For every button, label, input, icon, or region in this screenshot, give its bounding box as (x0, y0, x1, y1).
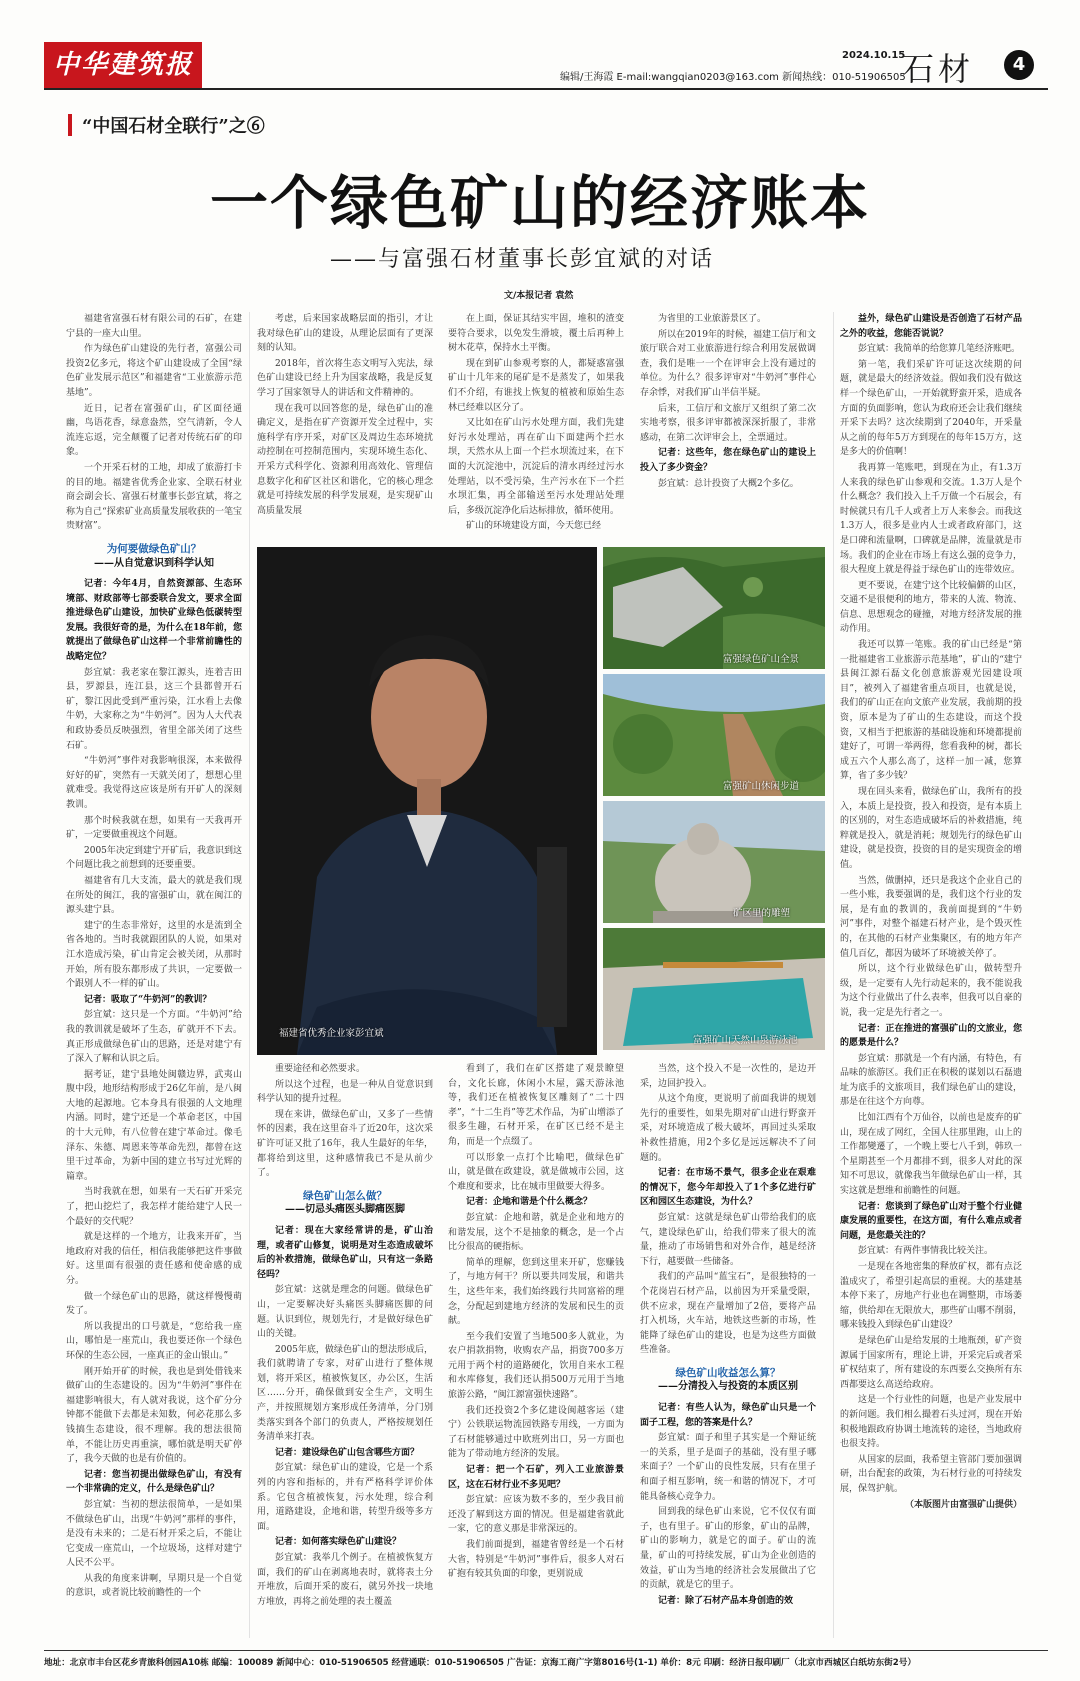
portrait-illustration (257, 547, 597, 1055)
section-name: 石材 (902, 50, 975, 88)
reporter-question: 记者：把一个石矿，列入工业旅游景区，这在石材行业不多见吧？ (448, 1465, 624, 1490)
answer-paragraph: 彭宜斌：面子和里子其实是一个辩证统一的关系，里子是面子的基础，没有里子哪来面子？一个矿山的良性发展，只有在里子和面子相互影响，统一和谐的情况下，才可能具备核心竞争力。 (640, 1433, 816, 1502)
answer-paragraph: 简单的理解，您到这里来开矿，您赚钱了，与地方何干？所以要共同发展，和谐共生，这些年来，我们始终践行共同富裕的理念，分配起到建地方经济的发展和民生的贡献。 (448, 1257, 624, 1327)
thumb-caption: 富强矿山休闲步道 (723, 781, 800, 792)
reporter-question: 记者：现在大家经常讲的是，矿山治理，或者矿山修复，说明是对生态造成破坏后的补救措施，做绿色矿山，只有这一条路径吗？ (257, 1225, 433, 1280)
answer-paragraph: 第一笔，我们采矿许可证这次续期的问题，就是最大的经济效益。假如我们没有做这样一个绿色矿山，一开始就野蛮开采，造成各方面的负面影响，您认为政府还会让我们继续开采下去吗？这次续期到了2040年，开采量从之前的每年5万方到现在的每年15万方，这是多大的价值啊！ (840, 359, 1022, 458)
section-heading (640, 1366, 816, 1395)
paragraph: 所以在2019年的时候，福建工信厅和文旅厅联合对工业旅游进行综合利用发展做调查，我们是唯一一个在评审会上没有通过的单位。为什么？很多评审对“牛奶河”事件心存余悸，对我们矿山半信半疑。 (640, 329, 816, 398)
answer-paragraph: 彭宜斌：有两件事情我比较关注。 (858, 1246, 994, 1257)
column-4-bottom (640, 1062, 816, 1638)
answer-paragraph: 建宁的生态非常好，这里的水是流到全省各地的。当时我就跟团队的人说，如果对江水造成污染，矿山肯定会被关闭，从那时开始，所有股东都形成了共识，一定要做一个跟别人不一样的矿山。 (66, 920, 242, 990)
answer-paragraph: 是绿色矿山是给发展的土地瓶颈，矿产资源属于国家所有，理论上讲，开采完后或者采矿权结束了，所有建设的东西要么交换所有东西都要这么高送给政府。 (840, 1335, 1022, 1390)
series-marker (68, 114, 72, 136)
paragraph: 重要途径和必然要求。 (275, 1064, 366, 1074)
column-divider (833, 312, 834, 1638)
answer-paragraph: 我再算一笔账吧，到现在为止，有1.3万人来我的绿色矿山参观和交流。1.3万人是个什么概念？我们投入上千万做一个石展会，有时候就只有几千人或者上万人来参会。而我这1.3万人，很多是业内人士或者政府部门，这是口碑和流量啊，口碑就是品牌，流量就是市场。我们的企业在市场上有这么强的竞争力，很大程度上就是得益于绿色矿山的连带效应。 (840, 462, 1022, 576)
answer-paragraph: 彭宜斌：总计投资了大概2个多亿。 (658, 478, 799, 489)
answer-paragraph: 2005年决定到建宁开矿后，我意识到这个问题比我之前想到的还要重要。 (66, 845, 242, 871)
section-heading-subtitle: ——从自觉意识到科学认知 (94, 557, 214, 569)
answer-paragraph: 彭宜斌：绿色矿山的建设，它是一个系列的内容和指标的，并有严格科学评价体系。它包含植被恢复，污水处理，综合利用，道路建设，企地和谐，转型升级等多方面。 (257, 1463, 433, 1532)
masthead-logo: 中华建筑报 (44, 42, 202, 88)
paragraph: 考虑，后来国家战略层面的指引，才让我对绿色矿山的建设，从理论层面有了更深刻的认知。 (257, 314, 433, 354)
section-heading-subtitle: ——分清投入与投资的本质区别 (658, 1381, 798, 1393)
paragraph: 现在我可以回答您的是，绿色矿山的准确定义，是指在矿产资源开发全过程中，实施科学有序开采，对矿区及周边生态环境扰动控制在可控制范围内，实现环境生态化、开采方式科学化、资源利用高效化、管理信息数字化和矿区社区和谐化，它的核心理念就是可持续发展的科学发展观，是实现矿山高质量发展 (257, 403, 433, 516)
series-label: “中国石材全联行”之⑥ (82, 116, 265, 137)
footer-info: 地址：北京市丰台区花乡青旅科创园A10栋 邮编：100089 新闻中心：010-51906505 经营通联：010-51906505 广告证：京海工商广字第8016号(1-1) 单价：8元 印刷：经济日报印刷厂（北京市西城区白纸坊东街2号） (44, 1658, 916, 1668)
column-1 (66, 312, 242, 1638)
photo-sculpture (603, 801, 825, 923)
thumb-caption: 富强绿色矿山全景 (723, 654, 800, 665)
paragraph: 现在到矿山参观考察的人，都疑惑富强矿山十几年来的尾矿是不是蒸发了，如果我们不介绍，有谁找上恢复的植被和原始生态林已经难以区分了。 (448, 358, 624, 413)
section-heading (66, 542, 242, 571)
reporter-question: 记者：您谈到了绿色矿山对于整个行业健康发展的重要性，在这方面，有什么难点或者问题，是您最关注的？ (840, 1201, 1022, 1241)
column-divider (249, 312, 250, 1638)
paragraph: 现在来讲，做绿色矿山，又多了一些情怀的因素，我在这里奋斗了近20年，这次采矿许可证又批了16年，我人生最好的年华，都将给到这里，这种感情我已不是从前少了。 (257, 1109, 433, 1179)
paragraph: 近日，记者在富强矿山，矿区面径通幽，鸟语花香，绿意盎然，空气清新，令人流连忘返，完全颠覆了记者对传统石矿的印象。 (66, 403, 242, 458)
sculpture-illustration (603, 801, 825, 923)
reporter-question: 记者：如何落实绿色矿山建设？ (275, 1537, 402, 1548)
section-heading-title: 绿色矿山怎么做？ (303, 1189, 387, 1202)
answer-paragraph: 彭宜斌：我简单的给您算几笔经济账吧。 (858, 344, 1021, 355)
photo-pool (603, 928, 825, 1050)
answer-paragraph: 所以我提出的口号就是，“您给我一座山，哪怕是一座荒山，我也要还你一个绿色环保的生态公园，一座真正的金山银山。” (66, 1321, 242, 1361)
portrait-caption: 福建省优秀企业家彭宜斌 (279, 1028, 384, 1039)
photo-mine-panorama (603, 547, 825, 669)
answer-paragraph: 彭宜斌：那就是一个有内涵，有特色，有品味的旅游区。我们正在积极的谋划以石磊遗址为底手的文旅项目，我们绿色矿山的建设，那是在往这个方向尊。 (840, 1053, 1022, 1108)
editor-line: 编辑/王海霞 E-mail:wangqian0203@163.com 新闻热线：010-51906505 (560, 72, 906, 83)
paragraph: 后来，工信厅和文旅厅又组织了第二次实地考察，很多评审都被深深折服了，非常感动，在第二次评审会上，全票通过。 (640, 403, 816, 443)
paragraph: 所以这个过程，也是一种从自觉意识到科学认知的提升过程。 (257, 1079, 433, 1105)
column-3-bottom (448, 1062, 624, 1638)
headline: 一个绿色矿山的经济账本 (209, 169, 870, 237)
column-2-bottom (257, 1062, 433, 1638)
photo-walkway (603, 674, 825, 796)
answer-paragraph: 回到我的绿色矿山来说，它不仅仅有面子，也有里子。矿山的形象，矿山的品牌，矿山的影响力，就是它的面子。矿山的流量，矿山的可持续发展，矿山为企业创造的效益，矿山为当地的经济社会发展做出了它的贡献，就是它的里子。 (640, 1507, 816, 1591)
answer-paragraph: 更不要说，在建宁这个比较偏僻的山区，交通不是很便利的地方，带来的人流、物流、信息、思想观念的碰撞，对地方经济发展的推动作用。 (840, 580, 1022, 635)
paragraph: 可以形象一点打个比喻吧，做绿色矿山，就是做在政建设，就是做城市公园，这个难度和要求，比在城市里做要大得多。 (448, 1152, 624, 1192)
answer-paragraph: 福建省有几大支流，最大的就是我们现在所处的闽江，我的富强矿山，就在闽江的源头建宁县。 (66, 875, 242, 916)
answer-paragraph: 这是一个行业性的问题，也是产业发展中的新问题。我们相么撮着石头过河，现在开始积极地跟政府协调土地流转的途径，当地政府也很支持。 (840, 1395, 1022, 1450)
column-4-top (640, 312, 816, 540)
answer-paragraph: 至今我们安置了当地500多人就业，为农户捐款捐物，收购农产品，捐资700多万元用于两个村的道路硬化，饮用自来水工程和水库修复，我们还认捐500万元用于当地旅游公路，“闽江源富强快速路”。 (448, 1331, 624, 1401)
answer-paragraph: 所以，这个行业做绿色矿山，做转型升级，是一定要有人先行动起来的，我不能说我为这个行业做出了什么表率，但我可以自豪的说，我一定是先行者之一。 (840, 964, 1022, 1018)
thumb-caption: 矿区里的雕塑 (733, 908, 791, 919)
answer-paragraph: 彭宜斌：这只是一个方面。“牛奶河”给我的教训就是破坏了生态，矿就开不下去。真正形成做绿色矿山的思路，还是对建宁有了深入了解和认识之后。 (66, 1010, 242, 1065)
answer-paragraph: 我们的产品叫“蓝宝石”，是很独特的一个花岗岩石材产品，以前因为开采量受限，供不应求，现在产量增加了2倍，要将产品打入机场，火车站，地铁这些新的市场，性能降了绿色矿山的建设，也是为这些方面做些准备。 (640, 1272, 816, 1356)
answer-paragraph: 彭宜斌：应该为数不多的，至少我目前还没了解到这方面的情况。但是福建省就此一家，它的意义那是非常深远的。 (448, 1495, 624, 1535)
answer-paragraph: 我还可以算一笔账。我的矿山已经是“第一批福建省工业旅游示范基地”，矿山的“建宁县闽江源石磊文化创意旅游观光园建设项目”，被列入了福建省重点项目，也就是说，我们的矿山正在向文旅产业发展，我前期的投资，原本是为了矿山的生态建设，而这个投资，又相当于把旅游的基础设施和环境都提前建好了，可谓一举两得，您看我种的树，都长成五六个人那么高了，这样一加一减，您算算，省了多少钱？ (840, 640, 1022, 782)
subtitle: ——与富强石材董事长彭宜斌的对话 (330, 247, 715, 272)
column-3-top (448, 312, 624, 540)
paragraph: 矿山的环境建设方面，今天您已经 (466, 521, 602, 532)
answer-paragraph: 彭宜斌：当初的想法很简单，一是如果不做绿色矿山，出现“牛奶河”那样的事件，是没有未来的；二是石材开采之后，不能让它变成一座荒山，一个垃圾场，这样对建宁人民不公平。 (66, 1499, 242, 1569)
issue-date: 2024.10.15 (842, 50, 906, 61)
answer-paragraph: 就是这样的一个地方，让我来开矿，当地政府对我的信任，相信我能够把这件事做好。这里面有很强的责任感和使命感的成分。 (66, 1232, 242, 1286)
byline: 文/本报记者 袁然 (504, 291, 574, 301)
portrait-photo (257, 547, 597, 1055)
section-heading-title: 绿色矿山收益怎么算？ (675, 1366, 781, 1379)
answer-paragraph: 一是现在各地密集的释放矿权，都有点泛滥成灾了，希望引起高层的重视。大的基建基本停下来了，房地产行业也在调整期，市场萎缩，供给却在无限放大，那些矿山哪不削弱，哪来钱投入到绿色矿山建设？ (840, 1262, 1022, 1331)
answer-paragraph: 现在回头来看，做绿色矿山，我所有的投入，本质上是投资，投入和投资，是有本质上的区别的，对生态造成破坏后的补救措施，纯粹就是投入，就是消耗；规划先行的绿色矿山建设，就是投资，投资的目的是实现资金的增值。 (840, 787, 1022, 870)
answer-paragraph: 那个时候我就在想，如果有一天我再开矿，一定要做重视这个问题。 (66, 815, 242, 841)
reporter-question: 记者：今年4月，自然资源部、生态环境部、财政部等七部委联合发文，要求全面推进绿色矿山建设，加快矿业绿色低碳转型发展。我很好奇的是，为什么在18年前，您就提出了做绿色矿山这样一个非常前瞻性的战略定位？ (66, 579, 242, 663)
paragraph: 当然，这个投入不是一次性的，是边开采，边回护投入。 (640, 1064, 816, 1089)
paragraph: 看到了，我们在矿区搭建了观景瞭望台，文化长廊，休闲小木屋，露天游泳池等，我们还在植被恢复区雕刻了“二十四孝”，“十二生肖”等艺术作品，为矿山增添了很多生趣，石材开采，在矿区已经不是主角，而是一个点缀了。 (448, 1064, 624, 1147)
answer-paragraph: 我们前面提到，福建省曾经是一个石材大省，特别是“牛奶河”事件后，很多人对石矿抱有较其负面的印象，更别说成 (448, 1540, 624, 1580)
paragraph: 在上面，保证其结实牢固，堆积的渣变要符合要求，以免发生滑坡，覆土后再种上树木花草，保持水土平衡。 (448, 314, 624, 354)
paragraph: 福建省富强石材有限公司的石矿，在建宁县的一座大山里。 (66, 314, 242, 339)
answer-paragraph: 当时我就在想，如果有一天石矿开采完了，把山挖烂了，我怎样才能给建宁人民一个最好的交代呢？ (66, 1187, 242, 1227)
reporter-question: 记者：除了石材产品本身创造的效 (658, 1595, 794, 1606)
photo-credit: （本版图片由富强矿山提供） (904, 1499, 1022, 1510)
answer-paragraph: 做一个绿色矿山的思路，就这样慢慢萌发了。 (66, 1291, 242, 1317)
answer-paragraph: 我们还投资2个多亿建设闽越客运（建宁）公铁联运物流园铁路专用线，一方面为了石材能够通过中欧班列出口，另一方面也能为了带动地方经济的发展。 (448, 1405, 624, 1460)
answer-paragraph: 比如江西有个万仙谷，以前也是废弃的矿山，现在成了网红，全国人往那里跑，山上的工作都變遷了，一个晚上要七八千到，韩玖一个星期甚至一个月都排不到，很多人对此的深知不可思议，就像我当年做绿色矿山一样，其实这就是想维和前瞻性的问题。 (840, 1113, 1022, 1197)
section-heading-title: 为何要做绿色矿山？ (106, 542, 202, 555)
masthead-rule (44, 88, 1048, 90)
paragraph: 2018年，首次将生态文明写入宪法，绿色矿山建设已经上升为国家战略，我是反复学习了国家领导人的讲话和文件精神的。 (257, 358, 433, 398)
answer-paragraph: 彭宜斌：这就是理念的问题。做绿色矿山，一定要解决好头痛医头脚痛医脚的问题。认识到位，规划先行，才是做好绿色矿山的关键。 (257, 1285, 433, 1340)
reporter-question: 记者：正在推进的富强矿山的文旅业，您的愿景是什么？ (840, 1023, 1022, 1049)
answer-paragraph: 从我的角度来讲啊，早期只是一个自觉的意识，或者说比较前瞻性的一个 (66, 1573, 242, 1599)
answer-paragraph: 彭宜斌：我老家在黎江源头，连着吉田县，罗源县，连江县，这三个县都曾开石矿，黎江因此受到严重污染，江水看上去像牛奶，大家称之为“牛奶河”。因为人大代表和政协委员反映强烈，省里全部关闭了这些石矿。 (66, 667, 242, 751)
column-2-top (257, 312, 433, 540)
paragraph: 为省里的工业旅游景区了。 (658, 314, 767, 324)
reporter-question: 益外，绿色矿山建设是否创造了石材产品之外的收益，您能否说说？ (840, 314, 1022, 339)
paragraph: 作为绿色矿山建设的先行者，富强公司投资2亿多元，将这个矿山建设成了全国“绿色矿业发展示范区”和福建省“工业旅游示范基地”。 (66, 344, 242, 398)
paragraph: 一个开采石材的工地，却成了旅游打卡的目的地。福建省优秀企业家、全联石材业商会副会长、富强石材董事长彭宜斌，将之称为自己“探索矿业高质量发展收获的一笔宝贵财富”。 (66, 462, 242, 532)
paragraph: 从这个角度，更说明了前面我讲的规划先行的重要性，如果先期对矿山进行野蛮开采，对环境造成了极大破坏，再回过头采取补救性措施，用2个多亿是远远解决不了问题的。 (640, 1094, 816, 1163)
answer-paragraph: 据考证，建宁县地处闽赣边界，武夷山腹中段，地形结构形成于26亿年前，是八闽大地的起源地。它本身具有很强的人文地理内涵。同时，建宁还是一个革命老区，中国的十大元帅，有八位曾在建宁革命过。像毛泽东、朱德、周恩来等革命先烈，都曾在这里干过革命，为新中国的建立书写过光辉的篇章。 (66, 1069, 242, 1182)
answer-paragraph: 刚开始开矿的时候，我也是到处借钱来做矿山的生态建设的。因为“牛奶河”事件在福建影响很大，有人就对我说，这个矿分分钟都不能做下去都是未知数，何必花那么多钱搞生态建设，很不理解。我的想法很简单，不能让历史再重演，哪怕就是明天矿停了，我今天做的也是有价值的。 (66, 1366, 242, 1465)
answer-paragraph: “牛奶河”事件对我影响很深，本来做得好好的矿，突然有一天就关闭了，想想心里就难受。我觉得这应该是所有开矿人的深刻教训。 (66, 756, 242, 810)
answer-paragraph: 当然，做删掉，还只是我这个企业自己的一些小账，我要强调的是，我们这个行业的发展，是有血的教训的，我前面提到的“牛奶河”事件，对整个福建石材产业，是个毁灭性的，在其他的石材产业集聚区，有的地方年产值几百亿，都因为破坏了环境被关停了。 (840, 875, 1022, 959)
reporter-question: 记者：吸取了“牛奶河”的教训？ (84, 994, 212, 1005)
answer-paragraph: 从国家的层面，我希望主管部门要加强调研，出台配套的政策，为石材行业的可持续发展，保驾护航。 (840, 1454, 1022, 1494)
paragraph: 又比如在矿山污水处理方面，我们先建好污水处理站，再在矿山下面建两个拦水坝，天然水从上面一个拦水坝流过来，在下面的大沉淀池中，沉淀后的清水再经过污水处理站，以不受污染，生产污水在下一个拦水坝汇集，再全部输送至污水处理站处理后，多级沉淀净化后达标排放，循环使用。 (448, 418, 624, 516)
reporter-question: 记者：建设绿色矿山包含哪些方面？ (275, 1447, 420, 1458)
answer-paragraph: 彭宜斌：我举几个例子。在植被恢复方面，我们的矿山在剥离地表时，就将表土分开堆放，后面开采的废石，就另外找一块地方堆放，再将之前处理的表土覆盖 (257, 1553, 433, 1607)
reporter-question: 记者：有些人认为，绿色矿山只是一个面子工程，您的答案是什么？ (640, 1403, 816, 1428)
answer-paragraph: 彭宜斌：这就是绿色矿山带给我们的底气，建设绿色矿山，给我们带来了很大的流量，推动了市场销售和对外合作，越是经济下行，越要做一些储备。 (640, 1212, 816, 1267)
answer-paragraph: 彭宜斌：企地和谐，就是企业和地方的和谐发展，这个不是抽象的概念，是一个占比分很高的硬指标。 (448, 1212, 624, 1253)
section-heading-subtitle: ——切忌头痛医头脚痛医脚 (285, 1204, 405, 1216)
page-number: 4 (1004, 50, 1034, 80)
section-heading (257, 1189, 433, 1218)
footer-rule (44, 1650, 1048, 1651)
reporter-question: 记者：在市场不景气，很多企业在艰难的情况下，您今年却投入了1个多亿进行矿区和园区生态建设，为什么？ (640, 1168, 816, 1208)
answer-paragraph: 2005年底，做绿色矿山的想法形成后，我们就聘请了专家，对矿山进行了整体规划，将开采区，植被恢复区，办公区，生活区……分开，确保做到安全生产，文明生产，并按照规划方案形成任务清单，分门别类落实到各个部门的负责人，严格按规划任务清单来打表。 (257, 1344, 433, 1443)
column-5 (840, 312, 1022, 1638)
thumb-caption: 富强矿山天然山泉游泳池 (693, 1035, 798, 1046)
reporter-question: 记者：企地和谐是个什么概念？ (466, 1197, 593, 1208)
reporter-question: 记者：这些年，您在绿色矿山的建设上投入了多少资金？ (640, 448, 816, 473)
reporter-question: 记者：您当初提出做绿色矿山，有没有一个非常确的定义，什么是绿色矿山？ (66, 1469, 242, 1495)
